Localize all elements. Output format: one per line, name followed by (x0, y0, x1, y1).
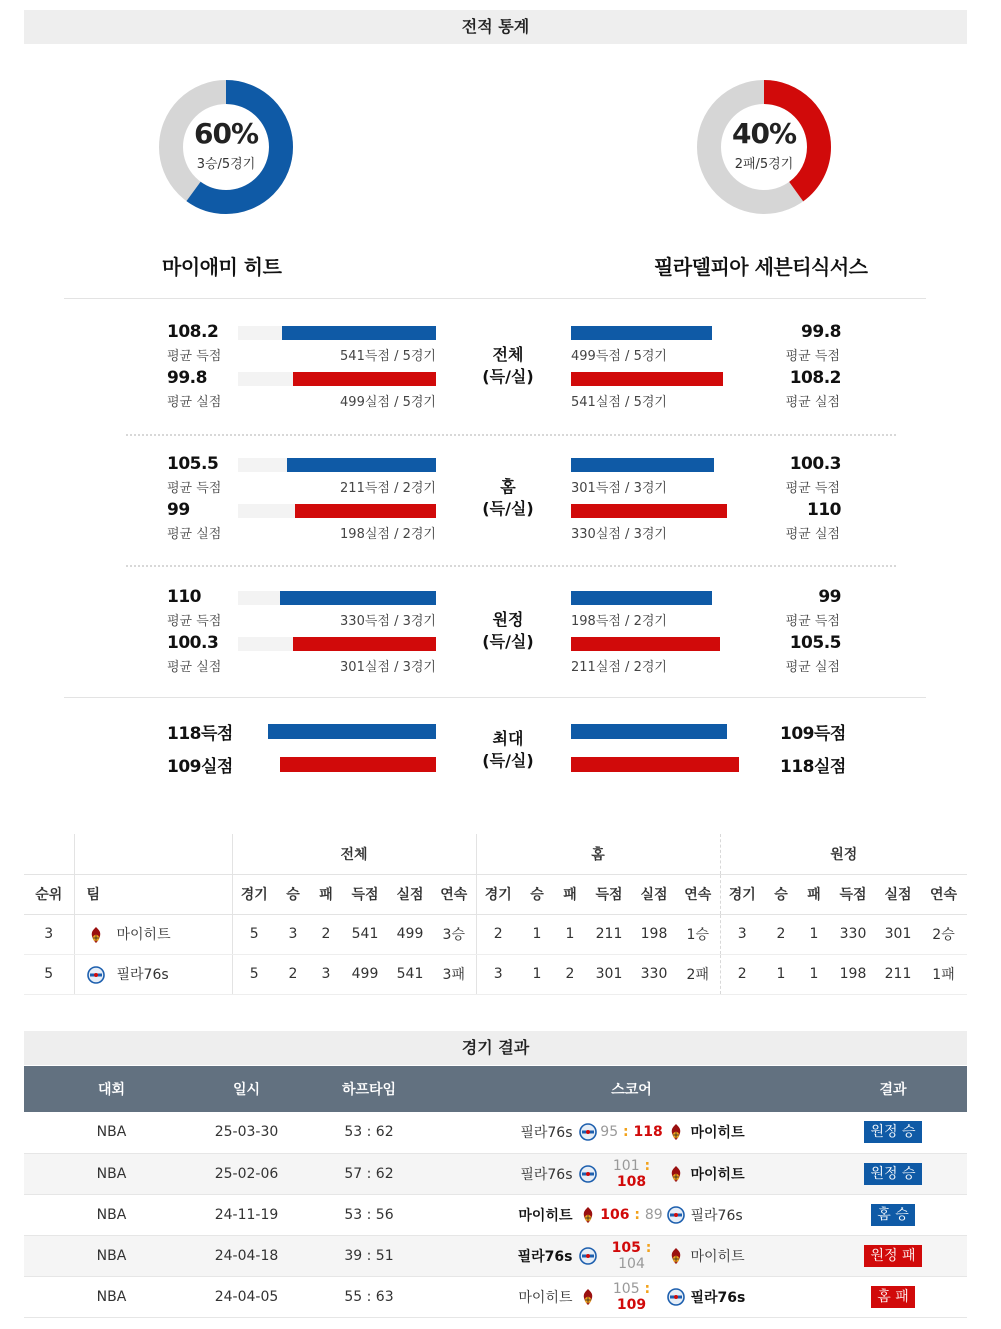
stat-mid-label (458, 344, 558, 388)
home-score: 105 (612, 1280, 640, 1297)
left-avg-allow-label: 평균 실점 (167, 527, 222, 542)
stat-cell-home: 198 (632, 914, 676, 954)
stat-cell-away: 198 (830, 954, 876, 994)
date-cell: 24-11-19 (199, 1194, 294, 1235)
sixers-logo-icon (579, 1165, 597, 1183)
col-header-away: 승 (764, 874, 798, 914)
divider (64, 298, 926, 299)
right-avg-allow: 110 (807, 500, 841, 520)
result-badge: 원정 승 (864, 1121, 921, 1143)
record-section-title: 전적 통계 (24, 10, 967, 44)
result-cell (819, 1153, 967, 1194)
away-score: 108 (616, 1173, 647, 1190)
right-avg-score: 99.8 (801, 322, 841, 342)
stat-cell-home: 1 (520, 954, 554, 994)
empty-header (24, 834, 74, 874)
left-avg-score: 110 (167, 587, 201, 607)
right-score-bar (571, 591, 712, 605)
team-name: 마이히트 (116, 927, 171, 943)
group-header-total: 전체 (232, 834, 476, 874)
left-score-bar (287, 458, 436, 472)
dotted-divider (126, 565, 896, 567)
col-header-away: 실점 (876, 874, 920, 914)
home-team: 필라76s (520, 1125, 573, 1142)
rank-cell: 5 (24, 954, 74, 994)
stat-cell-away: 3 (720, 914, 764, 954)
heat-logo-icon (667, 1165, 685, 1183)
away-loss-sub: 2패/5경기 (734, 157, 794, 172)
col-header-total: 실점 (388, 874, 432, 914)
col-header-home: 패 (554, 874, 586, 914)
left-score-caption: 541득점 / 5경기 (340, 349, 436, 364)
stat-mid-line1: 원정 (492, 610, 524, 629)
result-row (24, 1112, 967, 1153)
stat-cell-home: 330 (632, 954, 676, 994)
rank-header: 순위 (24, 874, 74, 914)
sixers-logo-icon (667, 1206, 685, 1224)
away-score: 118 (633, 1124, 663, 1141)
max-left-allow-bar (280, 757, 436, 772)
score-cell (444, 1112, 819, 1153)
left-score-caption: 330득점 / 3경기 (340, 614, 436, 629)
col-header-home: 연속 (676, 874, 720, 914)
home-score: 101 (612, 1157, 640, 1174)
stat-cell-total: 499 (342, 954, 388, 994)
header-date: 일시 (199, 1066, 294, 1112)
left-allow-bar (293, 637, 436, 651)
result-cell (819, 1235, 967, 1276)
away-score: 104 (618, 1255, 645, 1272)
score-value: 105 : 104 (611, 1239, 652, 1272)
home-team-name: 마이애미 히트 (162, 255, 282, 279)
max-left-score-bar (268, 724, 436, 739)
stat-mid-line1: 전체 (492, 345, 524, 364)
result-badge: 홈 패 (871, 1286, 915, 1308)
score-value: 106 : 89 (600, 1206, 663, 1223)
right-avg-score: 100.3 (789, 454, 841, 474)
right-avg-score-label: 평균 득점 (785, 349, 840, 364)
stat-cell-total: 541 (342, 914, 388, 954)
date-cell: 25-03-30 (199, 1112, 294, 1153)
header-halftime: 하프타임 (294, 1066, 444, 1112)
left-avg-allow: 99.8 (167, 368, 207, 388)
league-cell: NBA (24, 1194, 199, 1235)
date-cell: 24-04-18 (199, 1235, 294, 1276)
team-cell (74, 954, 232, 994)
result-cell (819, 1194, 967, 1235)
left-avg-allow-label: 평균 실점 (167, 395, 222, 410)
left-allow-caption: 301실점 / 3경기 (340, 660, 436, 675)
right-score-bar (571, 326, 712, 340)
right-avg-score-label: 평균 득점 (785, 614, 840, 629)
home-score: 106 (600, 1206, 630, 1223)
away-score: 109 (616, 1296, 647, 1313)
left-avg-score: 105.5 (167, 454, 219, 474)
stat-mid-line2: (득/실) (482, 367, 534, 386)
empty-header (74, 834, 232, 874)
stat-mid-line2: (득/실) (482, 632, 534, 651)
right-avg-allow: 105.5 (789, 633, 841, 653)
stat-cell-away: 330 (830, 914, 876, 954)
result-row (24, 1276, 967, 1317)
col-header-away: 득점 (830, 874, 876, 914)
left-allow-bar (293, 372, 436, 386)
sixers-logo-icon (667, 1288, 685, 1306)
away-team: 필라76s (690, 1289, 746, 1306)
away-loss-donut (696, 79, 832, 215)
max-mid-line2: (득/실) (482, 751, 534, 770)
left-avg-score-label: 평균 득점 (167, 614, 222, 629)
home-score: 95 (600, 1124, 619, 1141)
right-allow-caption: 330실점 / 3경기 (571, 527, 667, 542)
heat-logo-icon (667, 1123, 685, 1141)
league-cell: NBA (24, 1153, 199, 1194)
stat-cell-away: 1 (798, 954, 830, 994)
stat-cell-away: 1 (764, 954, 798, 994)
league-cell: NBA (24, 1235, 199, 1276)
away-team: 마이히트 (690, 1248, 745, 1265)
standings-table (24, 834, 967, 995)
stat-cell-away: 2 (720, 954, 764, 994)
right-avg-allow-label: 평균 실점 (785, 660, 840, 675)
header-score: 스코어 (444, 1066, 819, 1112)
right-avg-allow-label: 평균 실점 (785, 527, 840, 542)
left-score-bar (280, 591, 436, 605)
heat-logo-icon (667, 1247, 685, 1265)
col-header-away: 경기 (720, 874, 764, 914)
max-right-score: 109득점 (780, 724, 846, 744)
divider (64, 697, 926, 698)
group-header-home: 홈 (476, 834, 720, 874)
home-team: 마이히트 (518, 1207, 573, 1224)
rank-cell: 3 (24, 914, 74, 954)
stat-cell-total: 2 (276, 954, 310, 994)
max-right-allow: 118실점 (780, 757, 846, 777)
score-cell (444, 1235, 819, 1276)
left-allow-bar (295, 504, 436, 518)
away-loss-pct: 40% (731, 117, 797, 150)
home-win-sub: 3승/5경기 (196, 157, 256, 172)
col-header-total: 승 (276, 874, 310, 914)
stat-cell-total: 3 (310, 954, 342, 994)
date-cell: 24-04-05 (199, 1276, 294, 1317)
team-cell (74, 914, 232, 954)
date-cell: 25-02-06 (199, 1153, 294, 1194)
right-allow-caption: 541실점 / 5경기 (571, 395, 667, 410)
result-badge: 홈 승 (871, 1204, 915, 1226)
right-avg-score-label: 평균 득점 (785, 481, 840, 496)
stat-cell-home: 211 (586, 914, 632, 954)
col-header-home: 실점 (632, 874, 676, 914)
home-win-pct: 60% (193, 117, 259, 150)
stat-cell-away: 211 (876, 954, 920, 994)
stat-cell-home: 2 (554, 954, 586, 994)
away-team-name: 필라델피아 세븐티식서스 (654, 255, 868, 279)
stat-cell-total: 2 (310, 914, 342, 954)
max-left-allow: 109실점 (167, 757, 233, 777)
max-right-score-bar (571, 724, 727, 739)
stat-cell-home: 2 (476, 914, 520, 954)
away-team: 마이히트 (690, 1125, 745, 1142)
left-avg-score-label: 평균 득점 (167, 349, 222, 364)
sixers-logo-icon (579, 1247, 597, 1265)
stat-cell-home: 301 (586, 954, 632, 994)
stat-cell-total: 3 (276, 914, 310, 954)
result-badge: 원정 패 (864, 1245, 921, 1267)
stat-cell-total: 5 (232, 914, 276, 954)
heat-logo-icon (579, 1288, 597, 1306)
away-team: 필라76s (690, 1207, 743, 1224)
col-header-home: 승 (520, 874, 554, 914)
left-avg-score-label: 평균 득점 (167, 481, 222, 496)
home-score: 105 (611, 1239, 641, 1256)
col-header-home: 득점 (586, 874, 632, 914)
score-cell (444, 1153, 819, 1194)
stat-block (0, 452, 1001, 552)
stat-mid-line2: (득/실) (482, 499, 534, 518)
stat-cell-away: 2 (764, 914, 798, 954)
col-header-total: 패 (310, 874, 342, 914)
results-table (24, 1066, 967, 1318)
score-value: 95 : 118 (600, 1124, 663, 1141)
right-avg-score: 99 (818, 587, 841, 607)
left-avg-allow: 100.3 (167, 633, 219, 653)
league-cell: NBA (24, 1112, 199, 1153)
col-header-home: 경기 (476, 874, 520, 914)
result-cell (819, 1276, 967, 1317)
result-cell (819, 1112, 967, 1153)
stat-cell-away: 301 (876, 914, 920, 954)
home-team: 마이히트 (518, 1289, 573, 1306)
home-win-donut (158, 79, 294, 215)
max-mid-label (458, 728, 558, 772)
score-cell (444, 1276, 819, 1317)
left-avg-allow-label: 평균 실점 (167, 660, 222, 675)
stat-block (0, 585, 1001, 685)
right-score-caption: 499득점 / 5경기 (571, 349, 667, 364)
stat-block (0, 320, 1001, 420)
left-avg-allow: 99 (167, 500, 190, 520)
result-row (24, 1194, 967, 1235)
score-cell (444, 1194, 819, 1235)
left-score-bar (282, 326, 436, 340)
away-team: 마이히트 (690, 1166, 745, 1183)
away-score: 89 (644, 1206, 663, 1223)
right-avg-allow-label: 평균 실점 (785, 395, 840, 410)
team-name: 필라76s (116, 967, 169, 983)
col-header-total: 경기 (232, 874, 276, 914)
header-result: 결과 (819, 1066, 967, 1112)
left-score-caption: 211득점 / 2경기 (340, 481, 436, 496)
group-header-away: 원정 (720, 834, 967, 874)
col-header-total: 연속 (432, 874, 476, 914)
standings-row (24, 954, 967, 994)
home-team: 필라76s (520, 1166, 573, 1183)
stat-cell-home: 1 (554, 914, 586, 954)
stat-mid-label (458, 609, 558, 653)
right-allow-bar (571, 372, 723, 386)
left-avg-score: 108.2 (167, 322, 219, 342)
max-mid-line1: 최대 (492, 729, 524, 748)
stat-cell-home: 3 (476, 954, 520, 994)
sixers-logo-icon (87, 966, 105, 984)
stat-mid-line1: 홈 (500, 477, 516, 496)
halftime-cell: 55 : 63 (294, 1276, 444, 1317)
col-header-total: 득점 (342, 874, 388, 914)
heat-logo-icon (579, 1206, 597, 1224)
max-right-allow-bar (571, 757, 739, 772)
header-league: 대회 (24, 1066, 199, 1112)
dotted-divider (126, 434, 896, 436)
max-left-score: 118득점 (167, 724, 233, 744)
standings-row (24, 914, 967, 954)
score-value: 101 : 108 (612, 1157, 651, 1190)
stat-cell-away: 2승 (920, 914, 967, 954)
col-header-away: 패 (798, 874, 830, 914)
stat-cell-total: 541 (388, 954, 432, 994)
stat-cell-total: 499 (388, 914, 432, 954)
stat-cell-total: 5 (232, 954, 276, 994)
stat-cell-home: 1승 (676, 914, 720, 954)
score-value: 105 : 109 (612, 1280, 651, 1313)
halftime-cell: 53 : 62 (294, 1112, 444, 1153)
sixers-logo-icon (579, 1123, 597, 1141)
right-score-caption: 198득점 / 2경기 (571, 614, 667, 629)
right-allow-caption: 211실점 / 2경기 (571, 660, 667, 675)
stat-cell-away: 1 (798, 914, 830, 954)
left-allow-caption: 499실점 / 5경기 (340, 395, 436, 410)
left-allow-caption: 198실점 / 2경기 (340, 527, 436, 542)
col-header-away: 연속 (920, 874, 967, 914)
result-row (24, 1153, 967, 1194)
league-cell: NBA (24, 1276, 199, 1317)
stat-cell-home: 2패 (676, 954, 720, 994)
right-score-bar (571, 458, 714, 472)
right-avg-allow: 108.2 (789, 368, 841, 388)
team-header: 팀 (74, 874, 232, 914)
right-score-caption: 301득점 / 3경기 (571, 481, 667, 496)
heat-logo-icon (87, 926, 105, 944)
result-row (24, 1235, 967, 1276)
stat-cell-away: 1패 (920, 954, 967, 994)
stat-cell-home: 1 (520, 914, 554, 954)
right-allow-bar (571, 504, 727, 518)
stat-cell-total: 3승 (432, 914, 476, 954)
halftime-cell: 57 : 62 (294, 1153, 444, 1194)
results-section-title: 경기 결과 (24, 1031, 967, 1065)
result-badge: 원정 승 (864, 1163, 921, 1185)
stat-cell-total: 3패 (432, 954, 476, 994)
home-team: 필라76s (517, 1248, 573, 1265)
halftime-cell: 53 : 56 (294, 1194, 444, 1235)
right-allow-bar (571, 637, 720, 651)
halftime-cell: 39 : 51 (294, 1235, 444, 1276)
stat-mid-label (458, 476, 558, 520)
